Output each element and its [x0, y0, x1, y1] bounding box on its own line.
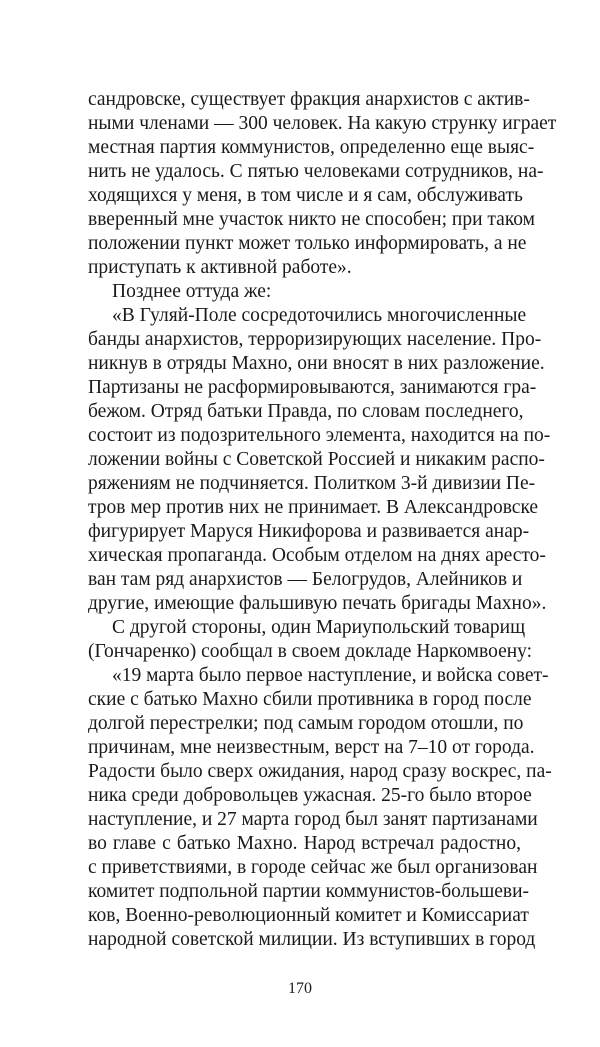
text-line: С другой стороны, один Мариупольский товарищ [112, 617, 526, 638]
text-line: приступать к активной работе». [88, 257, 352, 278]
text-line: народной советской милиции. Из вступивших в город [88, 929, 536, 950]
text-line: Партизаны не расформировываются, занимаются гра- [88, 377, 537, 398]
text-line: сандровске, существует фракция анархистов с актив- [88, 89, 530, 110]
text-line: нить не удалось. С пятью человеками сотрудников, на- [88, 161, 544, 182]
text-line: во главе с батько Махно. Народ встречал радостно, [88, 833, 521, 854]
text-line: ские с батько Махно сбили противника в город после [88, 689, 532, 710]
text-line: вверенный мне участок никто не способен; при таком [88, 209, 536, 230]
page-body-text [88, 88, 557, 952]
text-line: ков, Военно-революционный комитет и Комиссариат [88, 905, 529, 926]
text-line: Позднее оттуда же: [112, 281, 272, 302]
text-line: положении пункт может только информировать, а не [88, 233, 527, 254]
text-line: (Гончаренко) сообщал в своем докладе Наркомвоену: [88, 641, 533, 662]
text-line: ван там ряд анархистов — Белогрудов, Алейников и [88, 569, 523, 590]
text-line: наступление, и 27 марта город был занят партизанами [88, 809, 538, 830]
text-line: ными членами — 300 человек. На какую струнку играет [88, 113, 557, 134]
text-line: состоит из подозрительного элемента, находится на по- [88, 425, 551, 446]
text-line: причинам, мне неизвестным, верст на 7–10 от города. [88, 737, 535, 758]
text-line: с приветствиями, в городе сейчас же был организован [88, 857, 538, 878]
text-line: «19 марта было первое наступление, и войска совет- [112, 665, 549, 686]
text-line: тров мер против них не принимает. В Александровске [88, 497, 539, 518]
text-line: ложении войны с Советской Россией и никаким распо- [88, 449, 545, 470]
text-line: Радости было сверх ожидания, народ сразу воскрес, па- [88, 761, 552, 782]
text-line: ряжениям не подчиняется. Политком 3-й дивизии Пе- [88, 473, 536, 494]
text-line: ника среди добровольцев ужасная. 25-го было второе [88, 785, 532, 806]
text-line: «В Гуляй-Поле сосредоточились многочисленные [112, 305, 527, 326]
text-line: хическая пропаганда. Особым отделом на днях аресто- [88, 545, 546, 566]
text-line: бежом. Отряд батьки Правда, по словам последнего, [88, 401, 524, 422]
text-line: местная партия коммунистов, определенно еще выяс- [88, 137, 535, 158]
text-line: фигурирует Маруся Никифорова и развивается анар- [88, 521, 530, 542]
text-line: никнув в отряды Махно, они вносят в них разложение. [88, 353, 545, 374]
text-line: другие, имеющие фальшивую печать бригады Махно». [88, 593, 547, 614]
page-number: 170 [288, 980, 312, 997]
text-line: банды анархистов, терроризирующих население. Про- [88, 329, 542, 350]
text-line: ходящихся у меня, в том числе и я сам, обслуживать [88, 185, 523, 206]
text-line: комитет подпольной партии коммунистов-большеви- [88, 881, 530, 902]
text-line: долгой перестрелки; под самым городом отошли, по [88, 713, 524, 734]
